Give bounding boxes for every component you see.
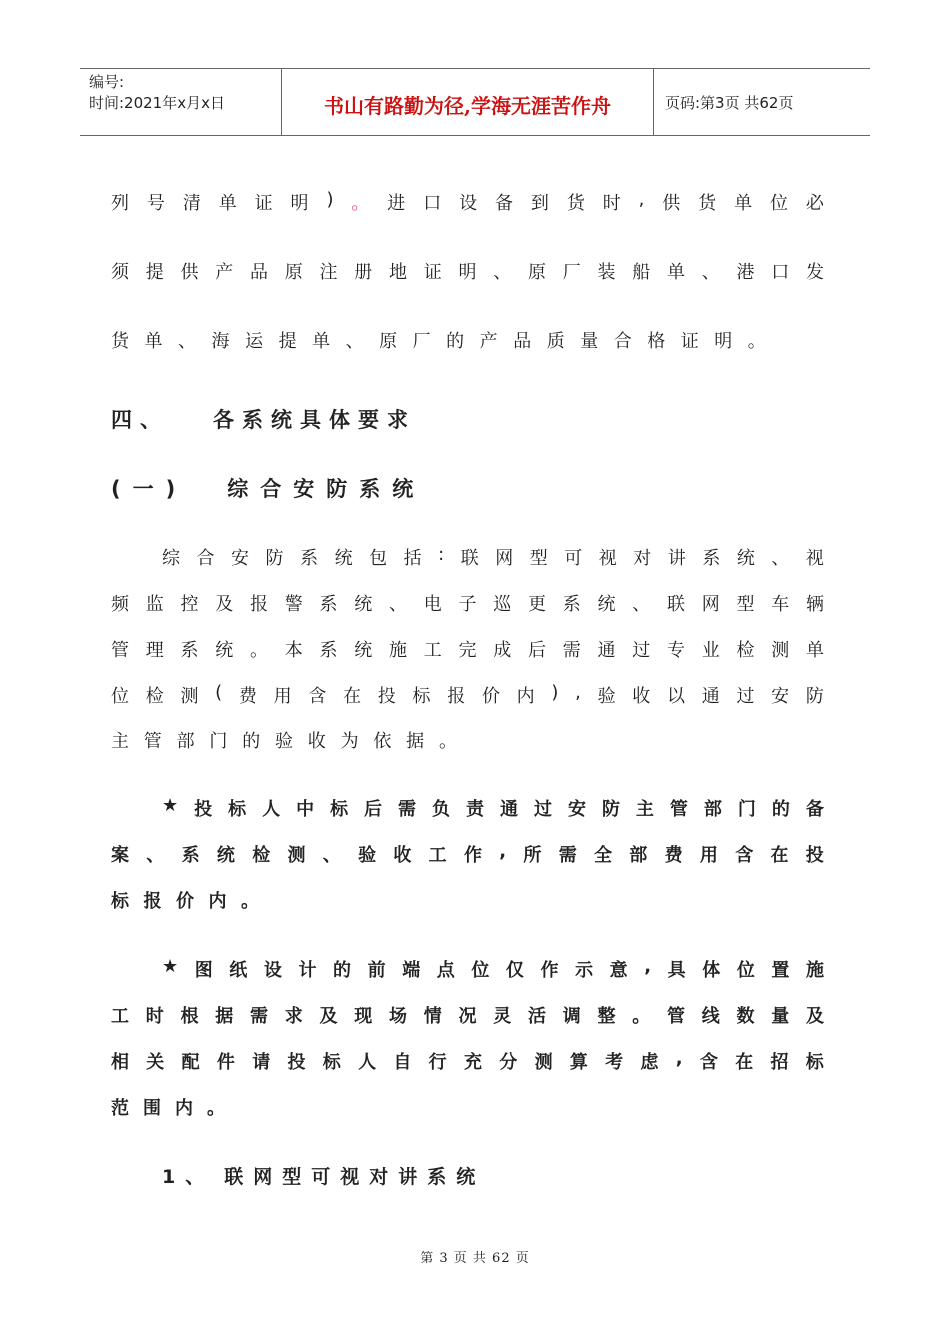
subsection-heading bbox=[111, 473, 425, 503]
paragraph-3-line-2: 案 、 系 统 检 测 、 验 收 工 作 , 所 需 全 部 费 用 含 在 投 bbox=[111, 841, 824, 866]
paragraph-4-line-1: ★ 图 纸 设 计 的 前 端 点 位 仅 作 示 意 , 具 体 位 置 施 bbox=[162, 956, 824, 981]
page-footer: 第 3 页 共 62 页 bbox=[420, 1251, 530, 1266]
paragraph-1-line-2: 须 提 供 产 品 原 注 册 地 证 明 、 原 厂 装 船 单 、 港 口 发 bbox=[111, 262, 824, 283]
paragraph-4-line-3: 相 关 配 件 请 投 标 人 自 行 充 分 测 算 考 虑 , 含 在 招 标 bbox=[111, 1048, 824, 1073]
item-number: 1、 bbox=[162, 1166, 215, 1188]
header-meta bbox=[80, 69, 282, 135]
paragraph-1-line-3: 货 单 、 海 运 提 单 、 原 厂 的 产 品 质 量 合 格 证 明 。 bbox=[111, 331, 766, 352]
section-title: 各系统具体要求 bbox=[213, 408, 416, 432]
section-number: 四、 bbox=[111, 408, 169, 432]
page-header bbox=[80, 68, 870, 136]
paragraph-3-line-3: 标 报 价 内 。 bbox=[111, 891, 259, 912]
subsection-title: 综合安防系统 bbox=[227, 477, 426, 501]
paragraph-2-line-5: 主 管 部 门 的 验 收 为 依 据 。 bbox=[111, 731, 457, 752]
item-title: 联网型可视对讲系统 bbox=[224, 1166, 486, 1188]
paragraph-3-line-1: ★ 投 标 人 中 标 后 需 负 责 通 过 安 防 主 管 部 门 的 备 bbox=[162, 795, 824, 820]
section-heading bbox=[111, 404, 416, 434]
document-number-label: 编号: bbox=[89, 73, 125, 91]
subsection-number: (一) bbox=[111, 477, 188, 501]
paragraph-2-line-4: 位 检 测 ( 费 用 含 在 投 标 报 价 内 ) , 验 收 以 通 过 安 防 bbox=[111, 682, 824, 707]
paragraph-4-line-4: 范 围 内 。 bbox=[111, 1098, 225, 1119]
paragraph-2-line-2: 频 监 控 及 报 警 系 统 、 电 子 巡 更 系 统 、 联 网 型 车 辆 bbox=[111, 594, 824, 615]
document-date: 时间:2021年x月x日 bbox=[89, 94, 225, 112]
item-heading bbox=[162, 1162, 485, 1189]
header-page-info: 页码:第3页 共62页 bbox=[665, 93, 794, 112]
paragraph-2-line-3: 管 理 系 统 。 本 系 统 施 工 完 成 后 需 通 过 专 业 检 测 单 bbox=[111, 640, 824, 661]
paragraph-2-line-1: 综 合 安 防 系 统 包 括 : 联 网 型 可 视 对 讲 系 统 、 视 bbox=[162, 544, 824, 569]
paragraph-1-line-1: 列 号 清 单 证 明 ) 。 进 口 设 备 到 货 时 , 供 货 单 位 必 bbox=[111, 189, 824, 214]
header-motto: 书山有路勤为径,学海无涯苦作舟 bbox=[282, 69, 654, 135]
paragraph-4-line-2: 工 时 根 据 需 求 及 现 场 情 况 灵 活 调 整 。 管 线 数 量 及 bbox=[111, 1006, 824, 1027]
